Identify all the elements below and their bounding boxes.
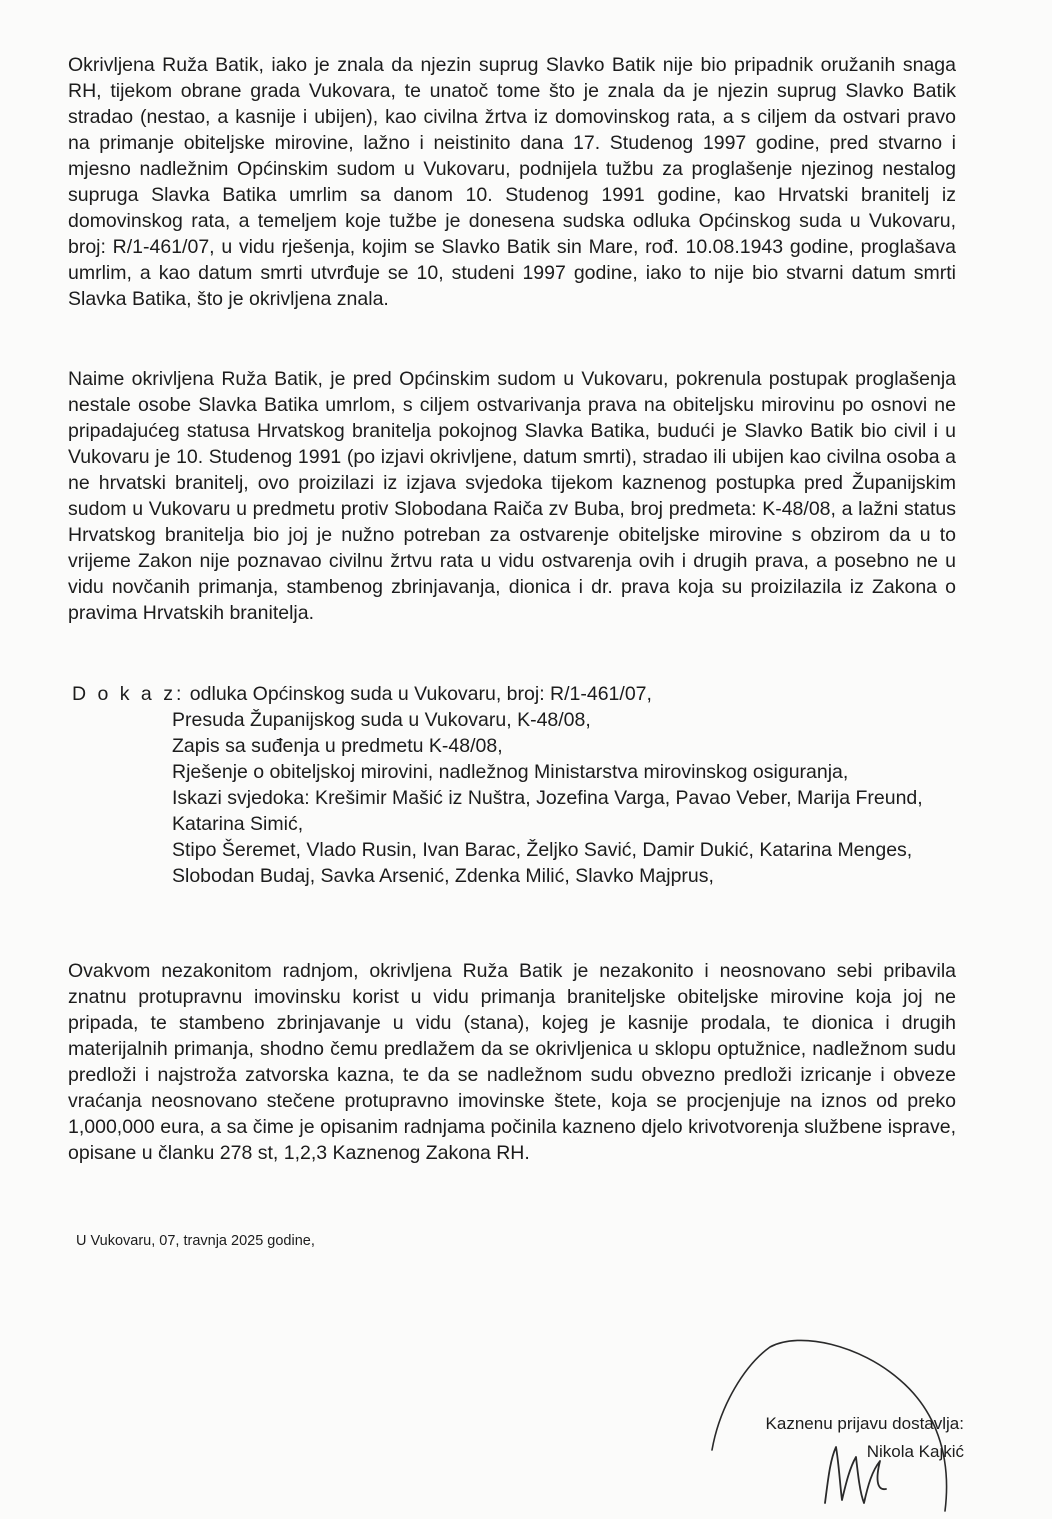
evidence-item: Zapis sa suđenja u predmetu K-48/08, — [172, 735, 503, 757]
paragraph-conclusion: Ovakvom nezakonitom radnjom, okrivljena Ruža Batik je nezakonito i neosnovano sebi pribavila znatnu protupravnu imovinsku korist u vidu primanja braniteljske obiteljske mirovine koja joj ne pripada, te stambeno zbrinjavanje u vidu (stana), kojeg je kasnije prodala, te dionica i drugih materijalnih primanja, shodno čemu predlažem da se okrivljenica u sklopu optužnice, nadležnom sudu predloži i najstroža zatvorska kazna, te da se nadležnom sudu obvezno predloži izricanje i obveze vraćanja neosnovano stečene protupravno imovinske štete, koja se procjenjuje na iznos od preko 1,000,000 eura, a sa čime je opisanim radnjama počinila kazneno djelo krivotvorenja službene isprave, opisane u članku 278 st, 1,2,3 Kaznenog Zakona RH. — [68, 960, 956, 1164]
evidence-first-line — [72, 681, 962, 707]
evidence-item: Rješenje o obiteljskoj mirovini, nadležnog Ministarstva mirovinskog osiguranja, — [172, 761, 849, 783]
evidence-item: Iskazi svjedoka: Krešimir Mašić iz Nuštra, Jozefina Varga, Pavao Veber, Marija Freund, Katarina Simić, — [172, 787, 923, 835]
sender-line: Kaznenu prijavu dostavlja: — [765, 1414, 964, 1433]
handwritten-signature-icon — [690, 1335, 980, 1519]
sender-name: Nikola Kajkić — [866, 1442, 964, 1461]
evidence-label: D o k a z: — [72, 683, 185, 705]
place-and-date: U Vukovaru, 07, travnja 2025 godine, — [76, 1233, 315, 1249]
paragraph-explanation: Naime okrivljena Ruža Batik, je pred Općinskim sudom u Vukovaru, pokrenula postupak proglašenja nestale osobe Slavka Batika umrlom, s ciljem ostvarivanja prava na obiteljsku mirovinu po osnovi ne pripadajućeg statusa Hrvatskog branitelja pokojnog Slavka Batika, budući je Slavko Batik bio civil i u Vukovaru je 10. Studenog 1991 (po izjavi okrivljene, datum smrti), stradao ili ubijen kao civilna osoba a ne hrvatski branitelj, ovo proizilazi iz izjava svjedoka tijekom kaznenog postupka pred Županijskim sudom u Vukovaru u predmetu protiv Slobodana Raiča zv Buba, broj predmeta: K-48/08, a lažni status Hrvatskog branitelja bio joj je nužno potreban za ostvarenje obiteljske mirovine s obzirom da u to vrijeme Zakon nije poznavao civilnu žrtvu rata u vidu ostvarenja ovih i drugih prava, a posebno ne u vidu novčanih primanja, stambenog zbrinjavanja, dionica i dr. prava koja su proizilazila iz Zakona o pravima Hrvatskih branitelja. — [68, 368, 956, 624]
evidence-item: Presuda Županijskog suda u Vukovaru, K-48/08, — [172, 709, 591, 731]
paragraph-accusation: Okrivljena Ruža Batik, iako je znala da njezin suprug Slavko Batik nije bio pripadnik oružanih snaga RH, tijekom obrane grada Vukovara, te unatoč tome što je znala da je njezin suprug Slavko Batik stradao (nestao, a kasnije i ubijen), kao civilna žrtva iz domovinskog rata, a s ciljem da ostvari pravo na primanje obiteljske mirovine, lažno i neistinito dana 17. Studenog 1997 godine, pred stvarno i mjesno nadležnim Općinskim sudom u Vukovaru, podnijela tužbu za proglašenje njezinog nestalog supruga Slavka Batika umrlim sa danom 10. Studenog 1991 godine, kao Hrvatski branitelj iz domovinskog rata, a temeljem koje tužbe je donesena sudska odluka Općinskog suda u Vukovaru, broj: R/1-461/07, u vidu rješenja, kojim se Slavko Batik sin Mare, rođ. 10.08.1943 godine, proglašava umrlim, a kao datum smrti utvrđuje se 10, studeni 1997 godine, iako to nije bio stvarni datum smrti Slavka Batika, što je okrivljena znala. — [68, 54, 956, 310]
evidence-item: Stipo Šeremet, Vlado Rusin, Ivan Barac, Željko Savić, Damir Dukić, Katarina Menges, Slobodan Budaj, Savka Arsenić, Zdenka Milić, Slavko Majprus, — [172, 839, 913, 887]
evidence-item: odluka Općinskog suda u Vukovaru, broj: R/1-461/07, — [184, 683, 652, 705]
evidence-list — [72, 681, 962, 889]
